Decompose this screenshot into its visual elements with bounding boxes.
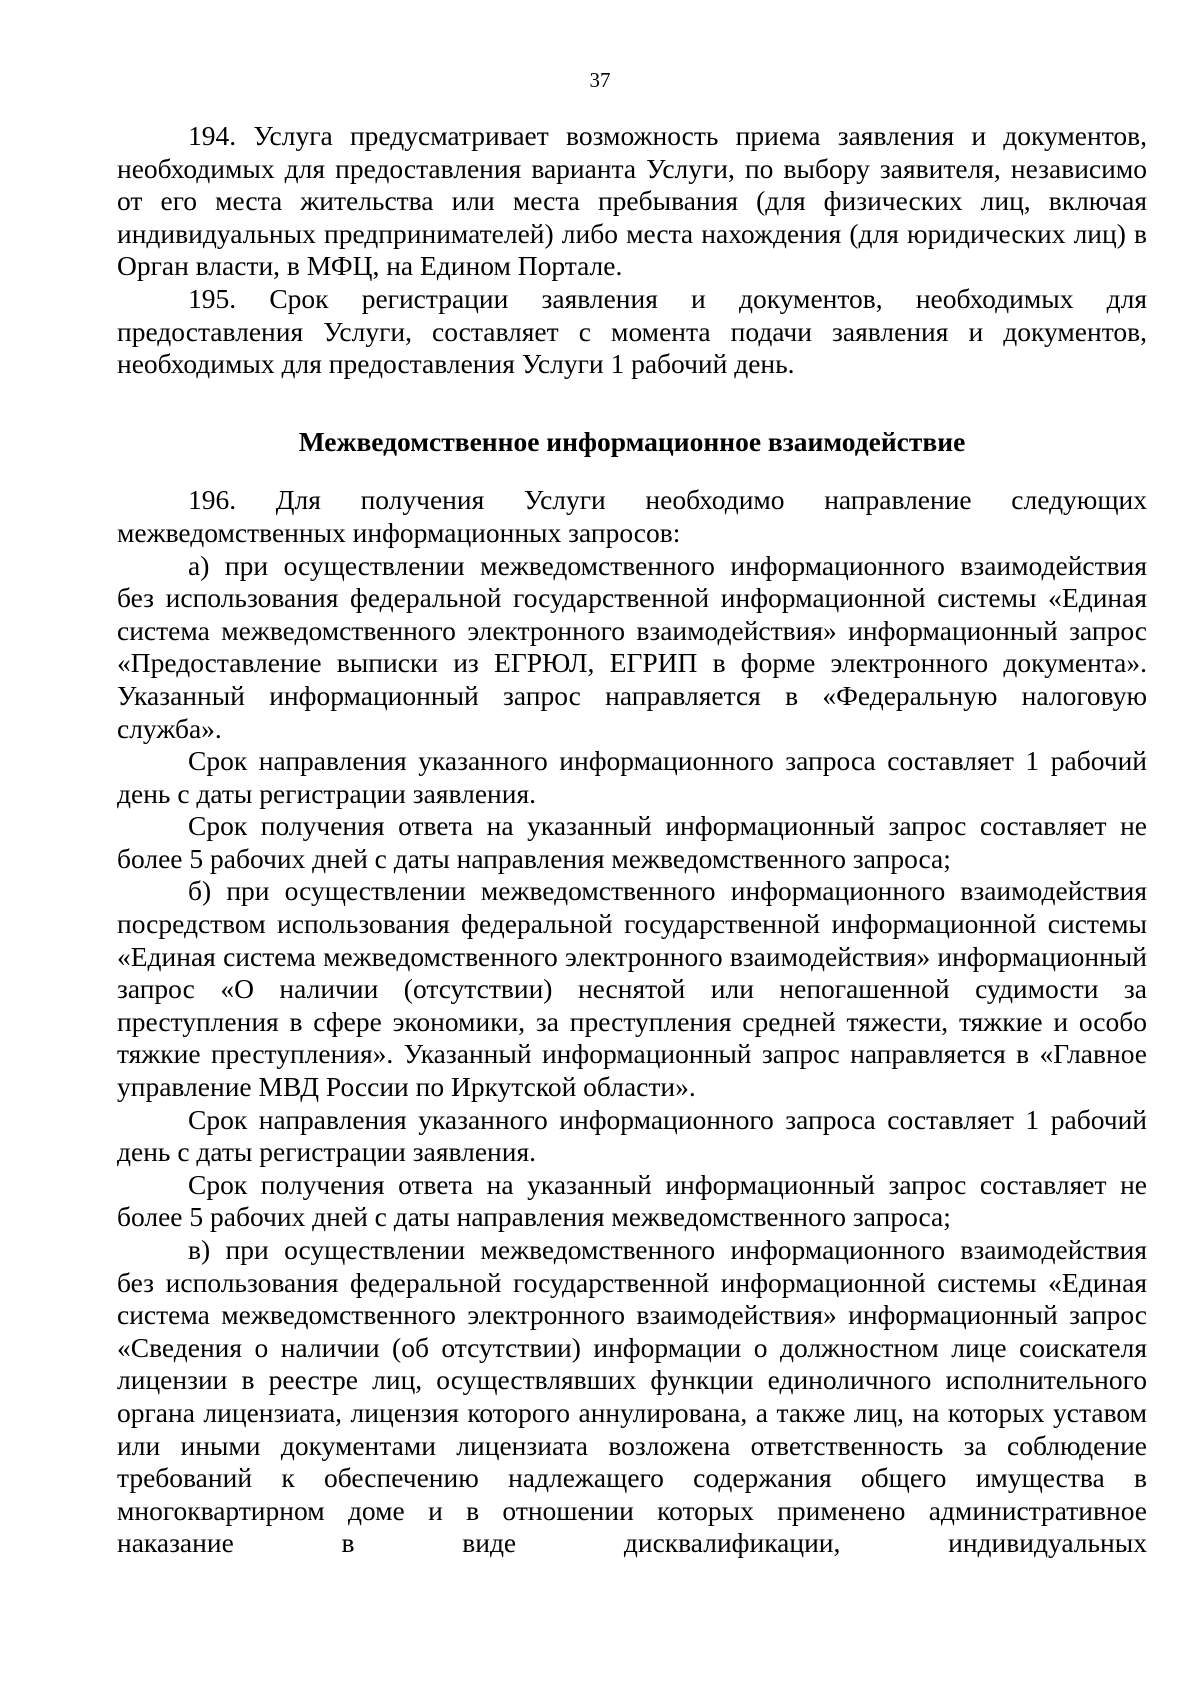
paragraph-196-b-request-deadline: Срок направления указанного информационного запроса составляет 1 рабочий день с даты регистрации заявления. (117, 1103, 1147, 1168)
paragraph-196-b: б) при осуществлении межведомственного информационного взаимодействия посредством использования федеральной государственной информационной системы «Единая система межведомственного электронного взаимодействия» информационный запрос «О наличии (отсутствии) неснятой или непогашенной судимости за преступления в сфере экономики, за преступления средней тяжести, тяжкие и особо тяжкие преступления». Указанный информационный запрос направляется в «Главное управление МВД России по Иркутской области». (117, 875, 1147, 1103)
paragraph-196-a: а) при осуществлении межведомственного информационного взаимодействия без использования федеральной государственной информационной системы «Единая система межведомственного электронного взаимодействия» информационный запрос «Предоставление выписки из ЕГРЮЛ, ЕГРИП в форме электронного документа». Указанный информационный запрос направляется в «Федеральную налоговую служба». (117, 549, 1147, 744)
document-body (117, 120, 1147, 1560)
page-number: 37 (589, 68, 611, 92)
paragraph-196-a-response-deadline: Срок получения ответа на указанный информационный запрос составляет не более 5 рабочих дней с даты направления межведомственного запроса; (117, 810, 1147, 874)
paragraph-196-a-request-deadline: Срок направления указанного информационного запроса составляет 1 рабочий день с даты регистрации заявления. (117, 745, 1147, 809)
section-heading: Межведомственное информационное взаимодействие (298, 425, 966, 457)
paragraph-196: 196. Для получения Услуги необходимо направление следующих межведомственных информационных запросов: (117, 484, 1147, 548)
paragraph-195: 195. Срок регистрации заявления и документов, необходимых для предоставления Услуги, составляет с момента подачи заявления и документов, необходимых для предоставления Услуги 1 рабочий день. (117, 282, 1147, 380)
paragraph-196-b-response-deadline: Срок получения ответа на указанный информационный запрос составляет не более 5 рабочих дней с даты направления межведомственного запроса; (117, 1168, 1147, 1233)
paragraph-194: 194. Услуга предусматривает возможность приема заявления и документов, необходимых для предоставления варианта Услуги, по выбору заявителя, независимо от его места жительства или места пребывания (для физических лиц, включая индивидуальных предпринимателей) либо места нахождения (для юридических лиц) в Орган власти, в МФЦ, на Едином Портале. (117, 120, 1147, 282)
paragraph-196-v: в) при осуществлении межведомственного информационного взаимодействия без использования федеральной государственной информационной системы «Единая система межведомственного электронного взаимодействия» информационный запрос «Сведения о наличии (об отсутствии) информации о должностном лице соискателя лицензии в реестре лиц, осуществлявших функции единоличного исполнительного органа лицензиата, лицензия которого аннулирована, а также лиц, на которых уставом или иными документами лицензиата возложена ответственность за соблюдение требований к обеспечению надлежащего содержания общего имущества в многоквартирном доме и в отношении которых применено административное наказание в виде дисквалификации, индивидуальных (117, 1234, 1147, 1559)
